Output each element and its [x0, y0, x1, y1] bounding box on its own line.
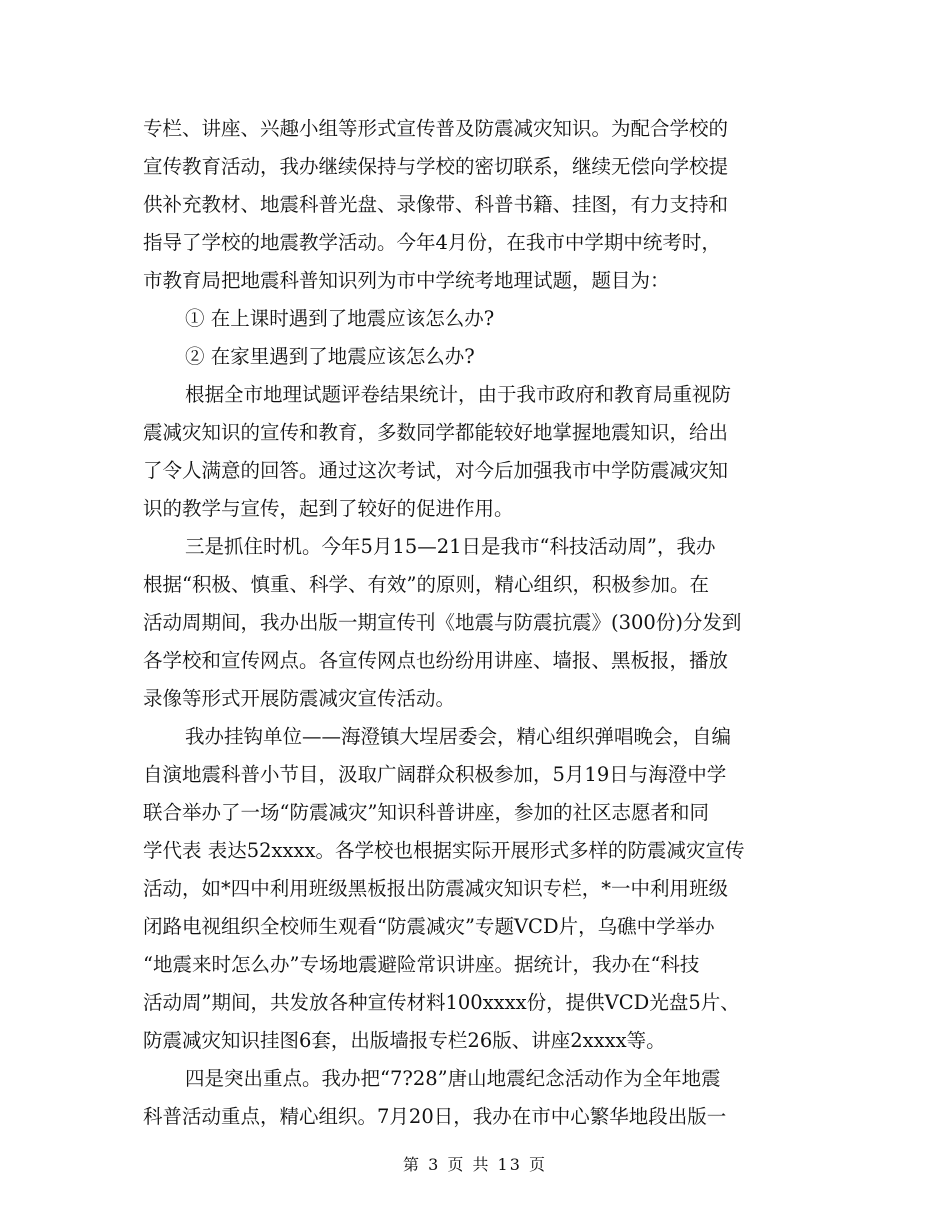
text-line: 活动周”期间，共发放各种宣传材料100xxxx份，提供VCD光盘5片、 — [143, 991, 740, 1014]
text-line: 市教育局把地震科普知识列为市中学统考地理试题，题目为： — [143, 269, 670, 292]
page-number-footer: 第 3 页 共 13 页 — [403, 1155, 547, 1174]
document-body — [143, 110, 803, 1136]
text-line: 活动周期间，我办出版一期宣传刊《地震与防震抗震》(300份)分发到 — [143, 611, 742, 634]
text-line: 闭路电视组织全校师生观看“防震减灾”专题VCD片，乌礁中学举办 — [143, 915, 715, 938]
text-line: 录像等形式开展防震减灾宣传活动。 — [143, 687, 456, 710]
text-line: 根据“积极、慎重、科学、有效”的原则，精心组织，积极参加。在 — [143, 573, 709, 596]
text-line: 了令人满意的回答。通过这次考试，对今后加强我市中学防震减灾知 — [143, 459, 729, 482]
text-line: 根据全市地理试题评卷结果统计，由于我市政府和教育局重视防 — [185, 383, 732, 406]
text-line: 学代表 表达52xxxx。各学校也根据实际开展形式多样的防震减灾宣传 — [143, 839, 745, 862]
text-line: 科普活动重点，精心组织。7月20日，我办在市中心繁华地段出版一 — [143, 1105, 727, 1128]
question-item: ② 在家里遇到了地震应该怎么办? — [185, 345, 475, 368]
text-line: 震减灾知识的宣传和教育，多数同学都能较好地掌握地震知识，给出 — [143, 421, 729, 444]
text-line: “地震来时怎么办”专场地震避险常识讲座。据统计，我办在“科技 — [143, 953, 700, 976]
text-line: 宣传教育活动，我办继续保持与学校的密切联系，继续无偿向学校提 — [143, 155, 729, 178]
text-line: 活动，如*四中利用班级黑板报出防震减灾知识专栏，*一中利用班级 — [143, 877, 729, 900]
text-line: 专栏、讲座、兴趣小组等形式宣传普及防震减灾知识。为配合学校的 — [143, 117, 729, 140]
text-line: 各学校和宣传网点。各宣传网点也纷纷用讲座、墙报、黑板报，播放 — [143, 649, 729, 672]
text-line: 自演地震科普小节目，汲取广阔群众积极参加，5月19日与海澄中学 — [143, 763, 727, 786]
text-line: 防震减灾知识挂图6套，出版墙报专栏26版、讲座2xxxx等。 — [143, 1029, 666, 1052]
text-line: 我办挂钩单位——海澄镇大埕居委会，精心组织弹唱晚会，自编 — [185, 725, 732, 748]
text-line: 指导了学校的地震教学活动。今年4月份，在我市中学期中统考时， — [143, 231, 721, 254]
text-line: 四是突出重点。我办把“7?28”唐山地震纪念活动作为全年地震 — [185, 1067, 721, 1090]
question-item: ① 在上课时遇到了地震应该怎么办? — [185, 307, 495, 330]
text-line: 三是抓住时机。今年5月15—21日是我市“科技活动周”，我办 — [185, 535, 716, 558]
text-line: 识的教学与宣传，起到了较好的促进作用。 — [143, 497, 514, 520]
text-line: 联合举办了一场“防震减灾”知识科普讲座，参加的社区志愿者和同 — [143, 801, 709, 824]
text-line: 供补充教材、地震科普光盘、录像带、科普书籍、挂图，有力支持和 — [143, 193, 729, 216]
